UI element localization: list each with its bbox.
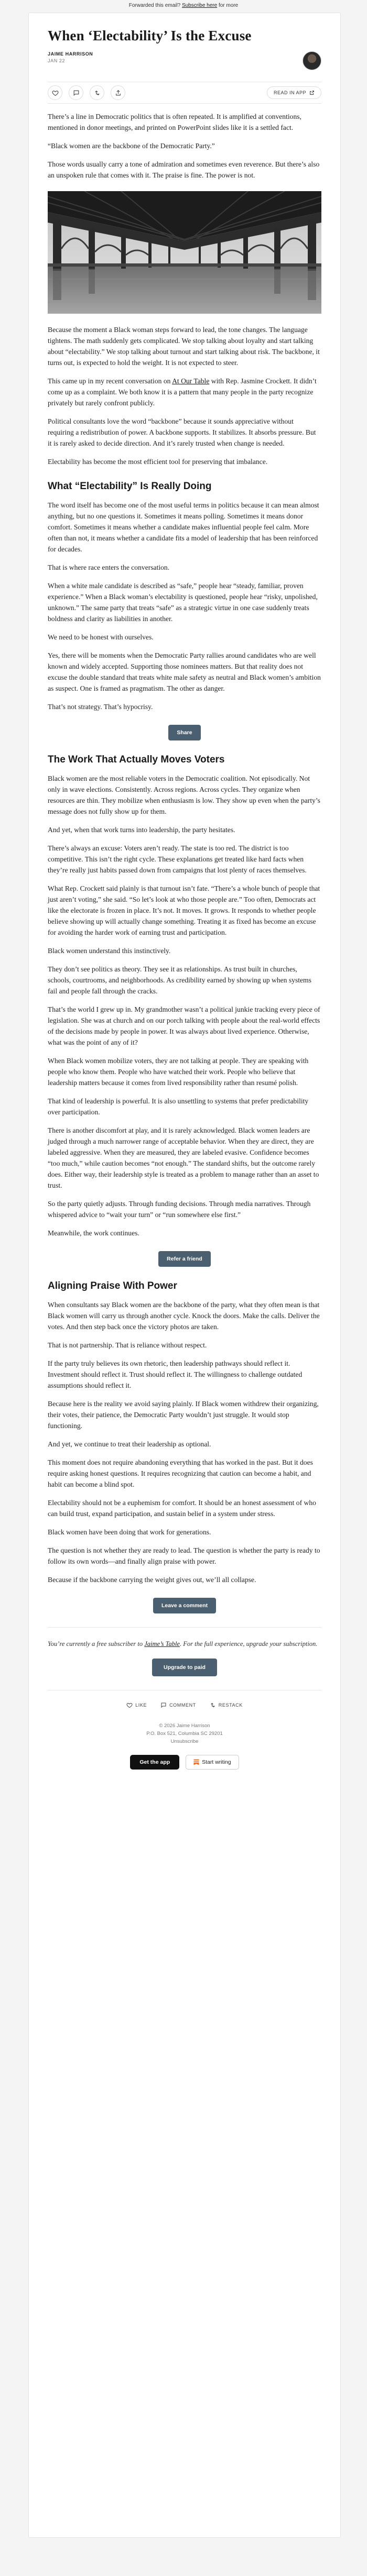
podcast-link[interactable]: At Our Table — [172, 377, 210, 385]
paragraph: Electability should not be a euphemism for comfort. It should be an honest assessment of who can build trust, expand participation, and sustain belief in a system under stress. — [48, 1499, 316, 1518]
publication-link[interactable]: Jaime’s Table — [144, 1640, 180, 1648]
upgrade-button[interactable]: Upgrade to paid — [152, 1659, 217, 1676]
sub-note-before: You’re currently a free subscriber to — [48, 1640, 145, 1648]
author-avatar[interactable] — [303, 51, 321, 70]
section-heading: What “Electability” Is Really Doing — [48, 481, 212, 492]
app-row — [48, 1755, 321, 1770]
post-date: JAN 22 — [48, 58, 66, 63]
forward-banner — [0, 0, 367, 12]
paragraph: If the party truly believes its own rhetoric, then leadership pathways should reflect it. Investment should reflect it. Trust should reflect it. The willingness to challenge outdated assumptions should reflect it. — [48, 1359, 303, 1389]
comment-label: COMMENT — [169, 1702, 196, 1708]
paragraph: Black women are the most reliable voters in the Democratic coalition. Not episodically. Not only in wave elections. Consistently. Across regions. Across cycles. They organize when resources are thin. They mobilize when enthusiasm is low. They show up even when the party’s message does not fully show up for them. — [48, 775, 320, 815]
paragraph: Black women understand this instinctively. — [48, 947, 171, 955]
paragraph: And yet, we continue to treat their leadership as optional. — [48, 1440, 211, 1448]
refer-friend-button[interactable]: Refer a friend — [158, 1251, 211, 1267]
paragraph: This moment does not require abandoning everything that has worked in the past. But it does require asking honest questions. It requires recognizing that caution can become a habit, and habit can become a blind spot. — [48, 1458, 313, 1488]
section-heading: Aligning Praise With Power — [48, 1280, 177, 1291]
subscription-note — [48, 1639, 321, 1649]
forward-suffix: for more — [218, 3, 239, 8]
byline — [48, 51, 321, 70]
share-post-button[interactable]: Share — [168, 725, 200, 740]
paragraph: That is not partnership. That is reliance without respect. — [48, 1341, 207, 1349]
start-writing-button[interactable] — [186, 1755, 239, 1770]
footer-actions — [48, 1702, 321, 1708]
comment-icon — [160, 1702, 167, 1708]
email-card — [28, 13, 341, 2538]
external-link-icon — [309, 90, 315, 95]
unsubscribe-link[interactable]: Unsubscribe — [170, 1739, 199, 1744]
paragraph: So the party quietly adjusts. Through funding decisions. Through media narratives. Through whispered advice to “wait your turn” or “run somewhere else first.” — [48, 1200, 311, 1219]
read-in-app-button[interactable] — [267, 86, 321, 99]
paragraph: Because if the backbone carrying the weight gives out, we’ll all collapse. — [48, 1576, 256, 1584]
paragraph: The question is not whether they are ready to lead. The question is whether the party is ready to follow its own words—and finally align praise with power. — [48, 1546, 320, 1565]
author-name[interactable]: JAIME HARRISON — [48, 51, 93, 57]
like-label: LIKE — [135, 1702, 147, 1708]
action-bar — [48, 82, 321, 104]
read-in-app-label: READ IN APP — [273, 90, 306, 95]
restack-label: RESTACK — [218, 1702, 243, 1708]
paragraph: Electability has become the most efficient tool for preserving that imbalance. — [48, 458, 268, 466]
paragraph: Meanwhile, the work continues. — [48, 1229, 139, 1237]
paragraph: “Black women are the backbone of the Democratic Party.” — [48, 142, 215, 150]
restack-icon — [94, 90, 101, 96]
footer-info — [48, 1722, 321, 1745]
paragraph: The word itself has become one of the most useful terms in politics because it can mean almost anything, but no one questions it. Sometimes it means polling. Sometimes it means donor comfort. Sometimes it means whether a candidate makes influential people feel calm. More often than not, it means whether a candidate fits a model of leadership that has been reinforced for decades. — [48, 501, 319, 553]
paragraph: Yes, there will be moments when the Democratic Party rallies around candidates who are well known and widely accepted. Supporting those nominees matters. But that reality does not excuse the double standard that treats white male safety as neutral and Black women’s ambition as suspect. One is framed as pragmatism. The other as danger. — [48, 651, 321, 692]
paragraph: That kind of leadership is powerful. It is also unsettling to systems that prefer predictability over participation. — [48, 1097, 309, 1116]
start-writing-label: Start writing — [202, 1759, 231, 1765]
footer-comment-button[interactable] — [160, 1702, 196, 1708]
podcast-after: with Rep. Jasmine Crockett. It didn’t come up as a complaint. We both know it is a pattern that many people in the party recognize privately but rarely confront publicly. — [48, 377, 317, 407]
paragraph: When consultants say Black women are the backbone of the party, what they often mean is that Black women will carry us through another cycle. Knock the doors. Make the calls. Deliver the votes. And then step back once the victory photos are taken. — [48, 1301, 320, 1331]
leave-comment-button[interactable]: Leave a comment — [153, 1598, 216, 1613]
paragraph: And yet, when that work turns into leadership, the party hesitates. — [48, 826, 235, 834]
comment-button[interactable] — [69, 85, 83, 100]
share-button[interactable] — [111, 85, 125, 100]
restack-icon — [210, 1702, 216, 1708]
restack-button[interactable] — [90, 85, 104, 100]
paragraph: Political consultants love the word “backbone” because it sounds appreciative without requiring a redistribution of power. A backbone supports. It stabilizes. It absorbs pressure. But it is rarely asked to decide direction. And it’s rarely trusted when change is needed. — [48, 417, 316, 447]
paragraph: When Black women mobilize voters, they are not talking at people. They are speaking with people who know them. People who have watched their work. People who believe that leadership matters because it comes from lived responsibility rather than resumé polish. — [48, 1057, 309, 1087]
sub-note-after: . For the full experience, upgrade your subscription. — [179, 1640, 318, 1648]
heart-icon — [126, 1702, 133, 1708]
forward-text: Forwarded this email? — [128, 3, 181, 8]
heart-icon — [52, 90, 59, 96]
paragraph: That’s the world I grew up in. My grandmother wasn’t a political junkie tracking every piece of legislation. She was at church and on our porch talking with people about the real-world effects of the decisions made by people in power. It was always about lived experience. Otherwise, what was the point of any of it? — [48, 1005, 320, 1046]
paragraph: Because the moment a Black woman steps forward to lead, the tone changes. The language tightens. The math suddenly gets complicated. We stop talking about loyalty and start talking about “electability.” We stop talking about turnout and start talking about risk. The backbone, it turns out, is expected to hold the weight. It is not expected to steer. — [48, 326, 320, 367]
paragraph: When a white male candidate is described as “safe,” people hear “steady, familiar, proven experience.” When a Black woman’s electability is questioned, people hear “risky, unpolished, unknown.” The same party that treats “safe” as a strategic virtue in one case suddenly treats boldness and clarity as liabilities in another. — [48, 582, 318, 623]
comment-icon — [73, 90, 80, 96]
paragraph: They don’t see politics as theory. They see it as relationships. As trust built in churches, schools, courtrooms, and neighborhoods. As credibility earned by showing up when systems fail and people fall through the cracks. — [48, 965, 311, 995]
paragraph: There’s a line in Democratic politics that is often repeated. It is amplified at conventions, mentioned in donor meetings, and printed on PowerPoint slides like it is a settled fact. — [48, 113, 301, 131]
share-icon — [115, 90, 122, 96]
paragraph: Black women have been doing that work for generations. — [48, 1528, 211, 1536]
footer-restack-button[interactable] — [210, 1702, 243, 1708]
bridge-illustration — [48, 191, 321, 314]
address: P.O. Box 521, Columbia SC 29201 — [146, 1731, 223, 1737]
divider — [48, 1627, 321, 1628]
get-app-button[interactable]: Get the app — [130, 1755, 179, 1770]
post-title[interactable]: When ‘Electability’ Is the Excuse — [48, 28, 252, 43]
paragraph: Those words usually carry a tone of admiration and sometimes even reverence. But there’s also an unspoken rule that comes with it. The praise is fine. The power is not. — [48, 160, 320, 179]
podcast-before: This came up in my recent conversation on — [48, 377, 172, 385]
like-button[interactable] — [48, 85, 62, 100]
section-heading: The Work That Actually Moves Voters — [48, 754, 225, 765]
copyright: © 2026 Jaime Harrison — [159, 1723, 210, 1729]
paragraph: There’s always an excuse: Voters aren’t ready. The state is too red. The district is too competitive. This isn’t the right cycle. These explanations get treated like hard facts when they’re really just habits passed down from campaigns that lost plenty of races themselves. — [48, 844, 307, 874]
paragraph: That’s not strategy. That’s hypocrisy. — [48, 703, 153, 711]
subscribe-link[interactable]: Subscribe here — [181, 3, 218, 8]
paragraph: That is where race enters the conversation. — [48, 563, 170, 571]
substack-logo-icon — [193, 1759, 199, 1765]
bridge-photo[interactable] — [48, 191, 321, 314]
paragraph: There is another discomfort at play, and it is rarely acknowledged. Black women leaders are judged through a much narrower range of acceptable behavior. When they are direct, they are labeled aggressive. When they are measured, they are labeled evasive. Confidence becomes “too much,” while caution becomes “not enough.” The standard shifts, but the outcome rarely does. Either way, their leadership style is treated as a problem to manage rather than an asset to trust. — [48, 1126, 319, 1189]
footer-like-button[interactable] — [126, 1702, 147, 1708]
podcast-paragraph — [48, 375, 321, 408]
paragraph: What Rep. Crockett said plainly is that turnout isn’t fate. “There’s a whole bunch of people that just aren’t voting,” she said. “So let’s look at who those people are.” Too often, Democrats act like the electorate is frozen in place. It’s not. It moves. It grows. It responds to whether people believe showing up will actually change something. Treating it as fixed has become an excuse for avoiding the harder work of earning trust and participation. — [48, 885, 320, 936]
paragraph: We need to be honest with ourselves. — [48, 633, 154, 641]
paragraph: Because here is the reality we avoid saying plainly. If Black women withdrew their organizing, their votes, their patience, the Democratic Party wouldn’t just struggle. It would stop functioning. — [48, 1400, 319, 1430]
